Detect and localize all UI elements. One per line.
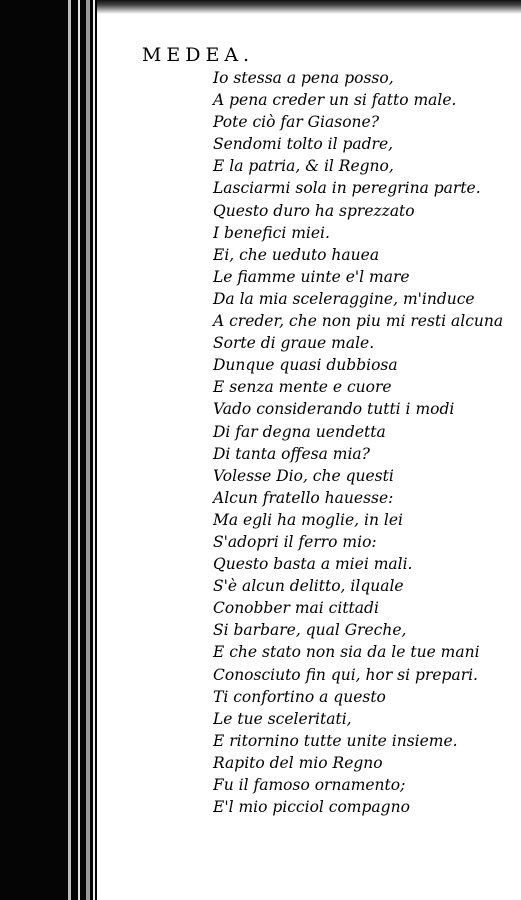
verse-line: Le tue sceleritati, xyxy=(213,709,352,728)
verse-line: Volesse Dio, che questi xyxy=(213,466,394,485)
verse-line: Di far degna uendetta xyxy=(213,422,386,441)
verse-line: E'l mio picciol compagno xyxy=(213,798,410,817)
verse-line: Rapito del mio Regno xyxy=(213,753,383,772)
page-top-shadow xyxy=(97,0,521,14)
binding-edge-stripe xyxy=(68,0,71,900)
verse-line: Fu il famoso ornamento; xyxy=(213,776,406,794)
verse-line: Sendomi tolto il padre, xyxy=(213,135,394,154)
verse-line: I benefici miei. xyxy=(213,223,330,242)
verse-line: E senza mente e cuore xyxy=(213,378,392,397)
binding-edge-stripe xyxy=(86,0,90,900)
verse-line: A pena creder un si fatto male. xyxy=(213,91,457,110)
verse-line: Questo basta a miei mali. xyxy=(213,555,413,574)
verse-line: Conobber mai cittadi xyxy=(213,599,379,618)
verse-line: Ti confortino a questo xyxy=(213,687,386,706)
verse-line: Da la mia sceleraggine, m'induce xyxy=(213,289,475,308)
binding-edge-stripe xyxy=(78,0,80,900)
book-binding-gutter xyxy=(0,0,97,900)
verse-line: E la patria, & il Regno, xyxy=(213,157,394,176)
binding-edge-stripe xyxy=(93,0,95,900)
verse-line: Sorte di graue male. xyxy=(213,334,375,353)
verse-line: Questo duro ha sprezzato xyxy=(213,201,415,220)
verse-line: Io stessa a pena posso, xyxy=(213,69,394,87)
verse-line: Si barbare, qual Greche, xyxy=(213,621,407,640)
verse-line: S'adopri il ferro mio: xyxy=(213,532,377,551)
verse-line: E che stato non sia da le tue mani xyxy=(213,643,480,662)
verse-line: E ritornino tutte unite insieme. xyxy=(213,731,458,750)
verse-line: Alcun fratello hauesse: xyxy=(213,488,394,507)
verse-line: A creder, che non piu mi resti alcuna xyxy=(213,312,504,331)
verse-line: Vado considerando tutti i modi xyxy=(213,400,455,419)
verse-text xyxy=(213,67,503,818)
verse-line: Ei, che ueduto hauea xyxy=(213,245,380,264)
verse-line: Conosciuto fin qui, hor si prepari. xyxy=(213,665,478,684)
verse-line: Le fiamme uinte e'l mare xyxy=(213,267,410,286)
verse-line: Pote ciò far Giasone? xyxy=(213,113,380,132)
verse-line: Lasciarmi sola in peregrina parte. xyxy=(213,179,481,198)
verse-line: Ma egli ha moglie, in lei xyxy=(213,510,403,529)
verse-line: Di tanta offesa mia? xyxy=(213,444,370,463)
running-head: MEDEA. xyxy=(141,44,255,66)
verse-line: Dunque quasi dubbiosa xyxy=(213,356,398,375)
verse-line: S'è alcun delitto, ilquale xyxy=(213,577,404,596)
